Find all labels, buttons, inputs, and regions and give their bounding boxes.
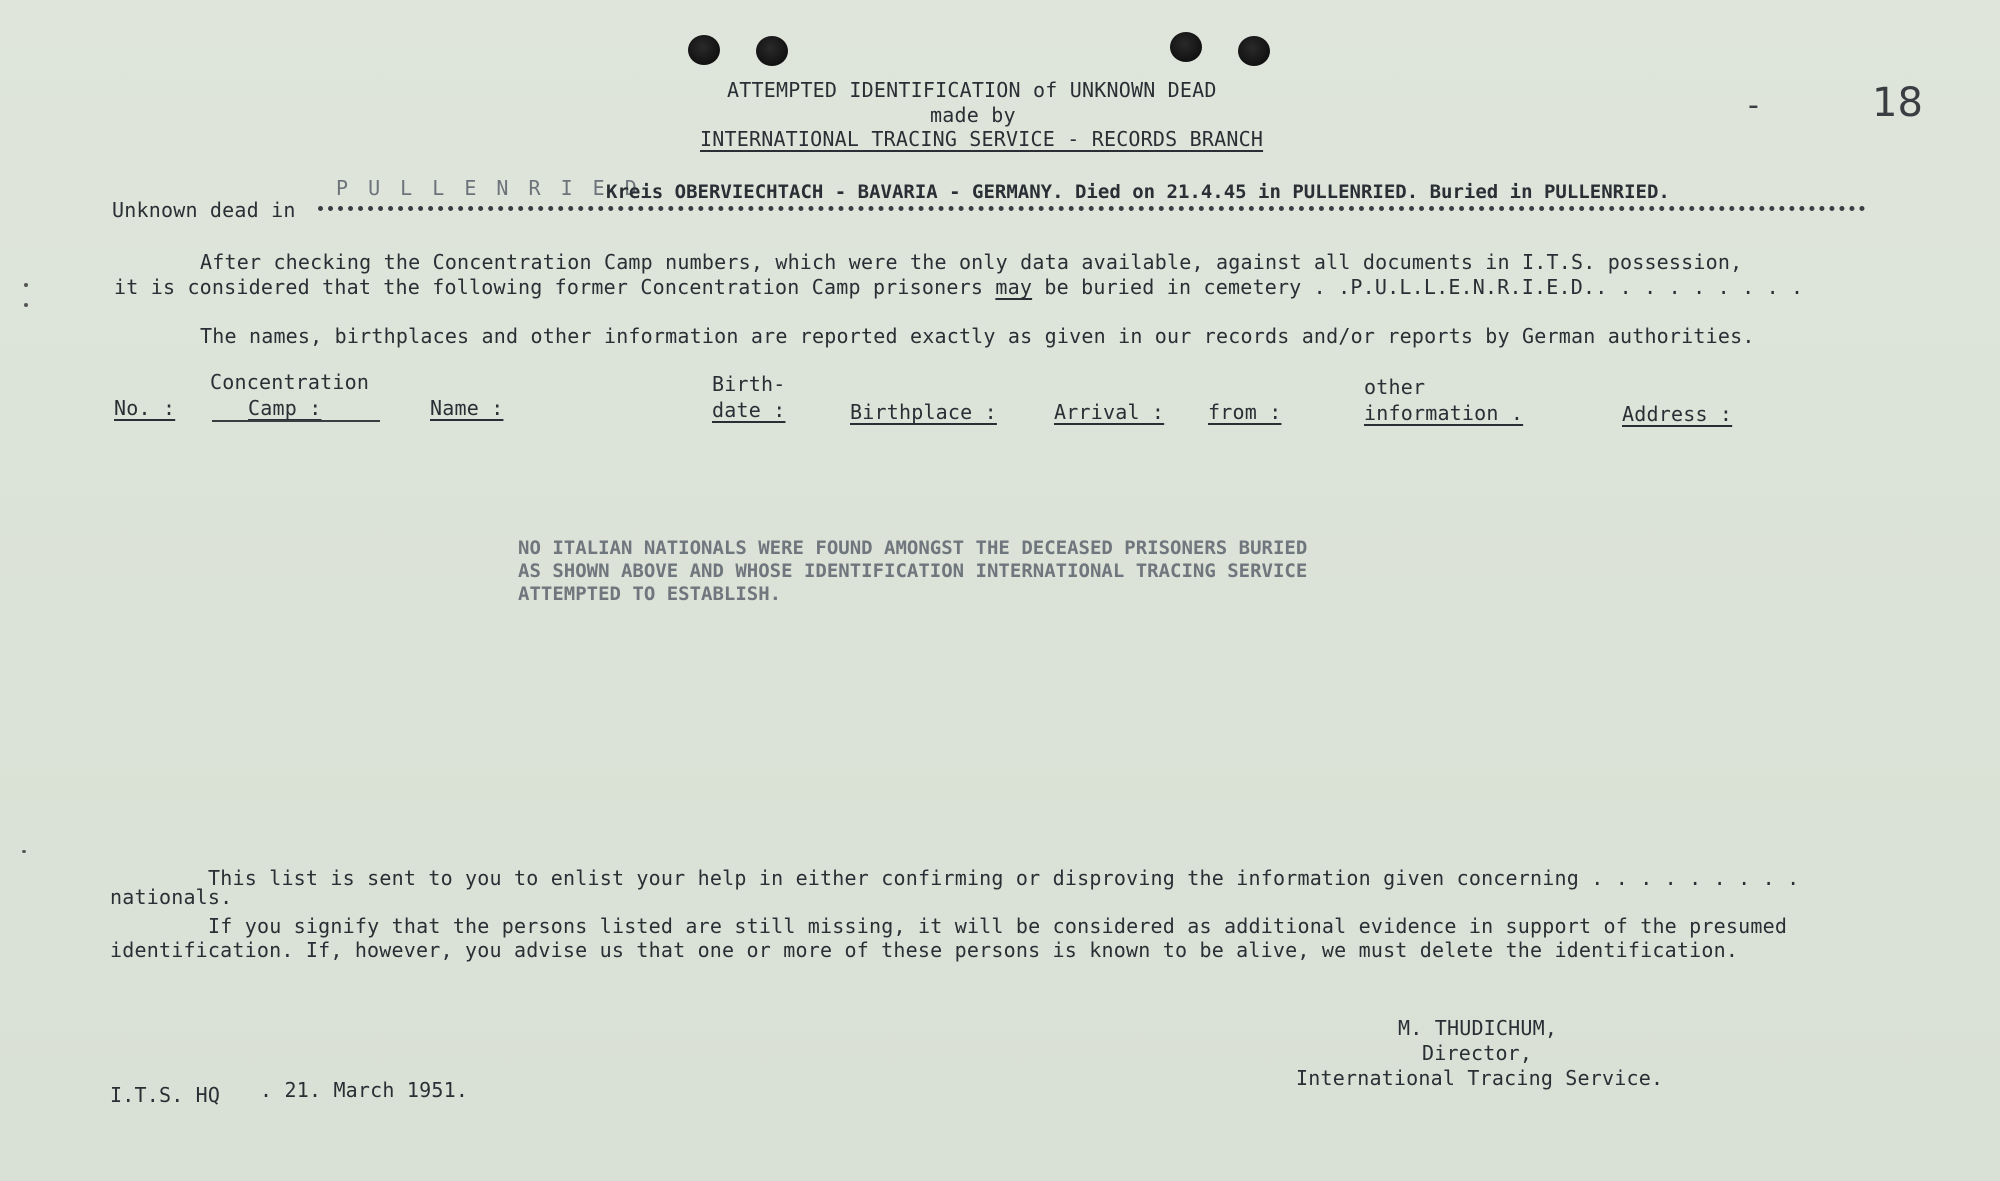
column-camp-underline <box>212 420 380 422</box>
column-camp-top: Concentration <box>210 370 370 394</box>
column-arrival: Arrival : <box>1054 400 1165 424</box>
footer-hq: I.T.S. HQ <box>110 1083 221 1107</box>
column-birthplace: Birthplace : <box>850 400 997 424</box>
header-made-by: made by <box>930 103 1016 127</box>
paragraph1-line1: After checking the Concentration Camp numbers, which were the only data available, against all documents in I.T.S. possession, <box>200 250 1743 274</box>
unknown-dead-details: Kreis OBERVIECHTACH - BAVARIA - GERMANY. Died on 21.4.45 in PULLENRIED. Buried in PULLENRIED. <box>606 181 1670 203</box>
closing-line3: If you signify that the persons listed are still missing, it will be considered as additional evidence in support of the presumed <box>208 914 1788 938</box>
column-birthdate-top: Birth- <box>712 372 786 396</box>
punch-hole-icon <box>756 36 788 66</box>
unknown-dead-label: Unknown dead in <box>112 198 296 222</box>
paragraph1-may: may <box>995 275 1033 299</box>
column-other-top: other <box>1364 375 1426 399</box>
signature-title: Director, <box>1422 1041 1533 1065</box>
signature-organization: International Tracing Service. <box>1296 1066 1664 1090</box>
margin-speck <box>22 850 26 853</box>
closing-line2: nationals. <box>110 885 233 909</box>
no-italian-nationals-notice: NO ITALIAN NATIONALS WERE FOUND AMONGST THE DECEASED PRISONERS BURIED AS SHOWN ABOVE AND WHOSE IDENTIFICATION INTERNATIONAL TRACING SERVICE ATTEMPTED TO ESTABLISH. <box>518 537 1308 605</box>
closing-line1: This list is sent to you to enlist your help in either confirming or disproving the information given concerning . . . . . . . . . <box>208 866 1800 890</box>
closing-line4: identification. If, however, you advise us that one or more of these persons is known to be alive, we must delete the identification. <box>110 938 1739 962</box>
punch-hole-icon <box>688 35 720 65</box>
column-birthdate-bottom: date : <box>712 398 786 422</box>
column-other-bottom: information . <box>1364 401 1524 425</box>
paragraph2: The names, birthplaces and other information are reported exactly as given in our records and/or reports by German authorities. <box>200 324 1755 348</box>
signature-name: M. THUDICHUM, <box>1398 1016 1558 1040</box>
margin-speck <box>24 303 28 307</box>
margin-speck <box>24 283 28 287</box>
column-camp-bottom: Camp : <box>248 396 322 420</box>
header-organization: INTERNATIONAL TRACING SERVICE - RECORDS BRANCH <box>700 127 1264 151</box>
page-number: 18 <box>1872 80 1923 126</box>
place-spaced: P U L L E N R I E D <box>336 176 641 200</box>
column-address: Address : <box>1622 402 1733 426</box>
header-title: ATTEMPTED IDENTIFICATION of UNKNOWN DEAD <box>727 78 1217 102</box>
paragraph1-line2-pre: it is considered that the following former Concentration Camp prisoners <box>114 275 984 299</box>
footer-date: . 21. March 1951. <box>260 1078 469 1102</box>
column-name: Name : <box>430 396 504 420</box>
column-no: No. : <box>114 396 176 420</box>
column-from: from : <box>1208 400 1282 424</box>
paragraph1-line2 <box>114 275 1803 299</box>
punch-hole-icon <box>1170 32 1202 62</box>
paragraph1-line2-post: be buried in cemetery . .P.U.L.L.E.N.R.I.E.D.. . . . . . . . . <box>1044 275 1804 299</box>
dotted-leader <box>318 206 1866 211</box>
punch-hole-icon <box>1238 36 1270 66</box>
margin-dash: - <box>1748 88 1759 123</box>
